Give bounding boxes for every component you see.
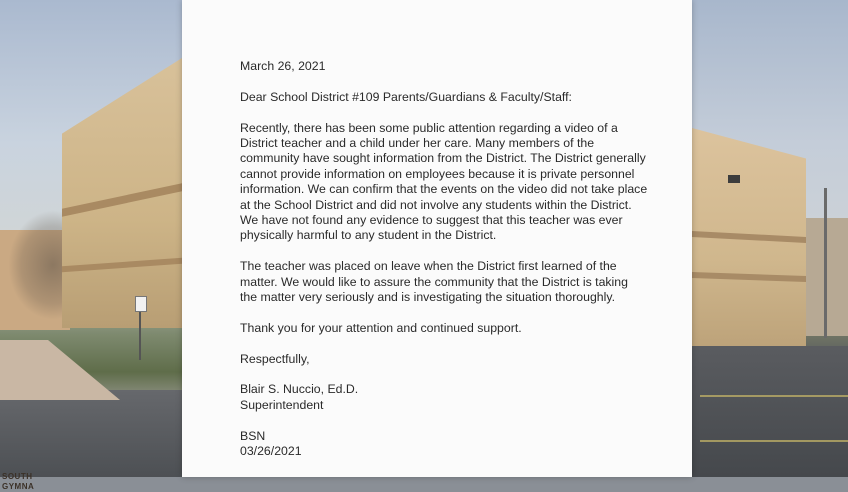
- road: [0, 390, 182, 477]
- parking-lot: [692, 346, 848, 477]
- paragraph-line: Recently, there has been some public attention regarding a video of a: [240, 120, 618, 135]
- street-sign: [135, 296, 147, 312]
- paragraph-line: at the School District and did not involve any students within the District.: [240, 197, 632, 212]
- signer-initials: BSN: [240, 428, 266, 443]
- letter-paragraph-1: [240, 121, 660, 244]
- sign-pole: [139, 310, 141, 360]
- signer-title: Superintendent: [240, 397, 324, 412]
- paragraph-line: We have not found any evidence to suggest that this teacher was ever: [240, 213, 623, 228]
- letter-closing: Respectfully,: [240, 351, 310, 366]
- paragraph-line: physically harmful to any student in the District.: [240, 228, 497, 243]
- wall-light: [728, 175, 740, 183]
- letter-paragraph-2: [240, 259, 660, 305]
- paragraph-line: information. We can confirm that the events on the video did not take place: [240, 182, 648, 197]
- paragraph-line: matter. We would like to assure the community that the District is taking: [240, 274, 628, 289]
- letter-body: [240, 59, 660, 459]
- signed-date: 03/26/2021: [240, 444, 302, 459]
- letter-thanks: Thank you for your attention and continued support.: [240, 320, 522, 335]
- parking-line: [700, 395, 848, 397]
- letter-page: [182, 0, 692, 477]
- paragraph-line: cannot provide information on employees because it is private personnel: [240, 166, 635, 181]
- parking-line: [700, 440, 848, 442]
- far-building: [806, 218, 848, 336]
- paragraph-line: District teacher and a child under her care. Many members of the: [240, 136, 595, 150]
- letter-salutation: Dear School District #109 Parents/Guardians & Faculty/Staff:: [240, 89, 572, 104]
- signer-name: Blair S. Nuccio, Ed.D.: [240, 382, 359, 397]
- paragraph-line: community have sought information from the District. The District generally: [240, 151, 646, 166]
- letter-date: March 26, 2021: [240, 59, 326, 73]
- paragraph-line: The teacher was placed on leave when the District first learned of the: [240, 259, 617, 274]
- gym-sign: SOUTH GYMNA: [2, 472, 35, 491]
- paragraph-line: the matter very seriously and is investigating the situation thoroughly.: [240, 290, 616, 305]
- utility-pole: [824, 188, 827, 338]
